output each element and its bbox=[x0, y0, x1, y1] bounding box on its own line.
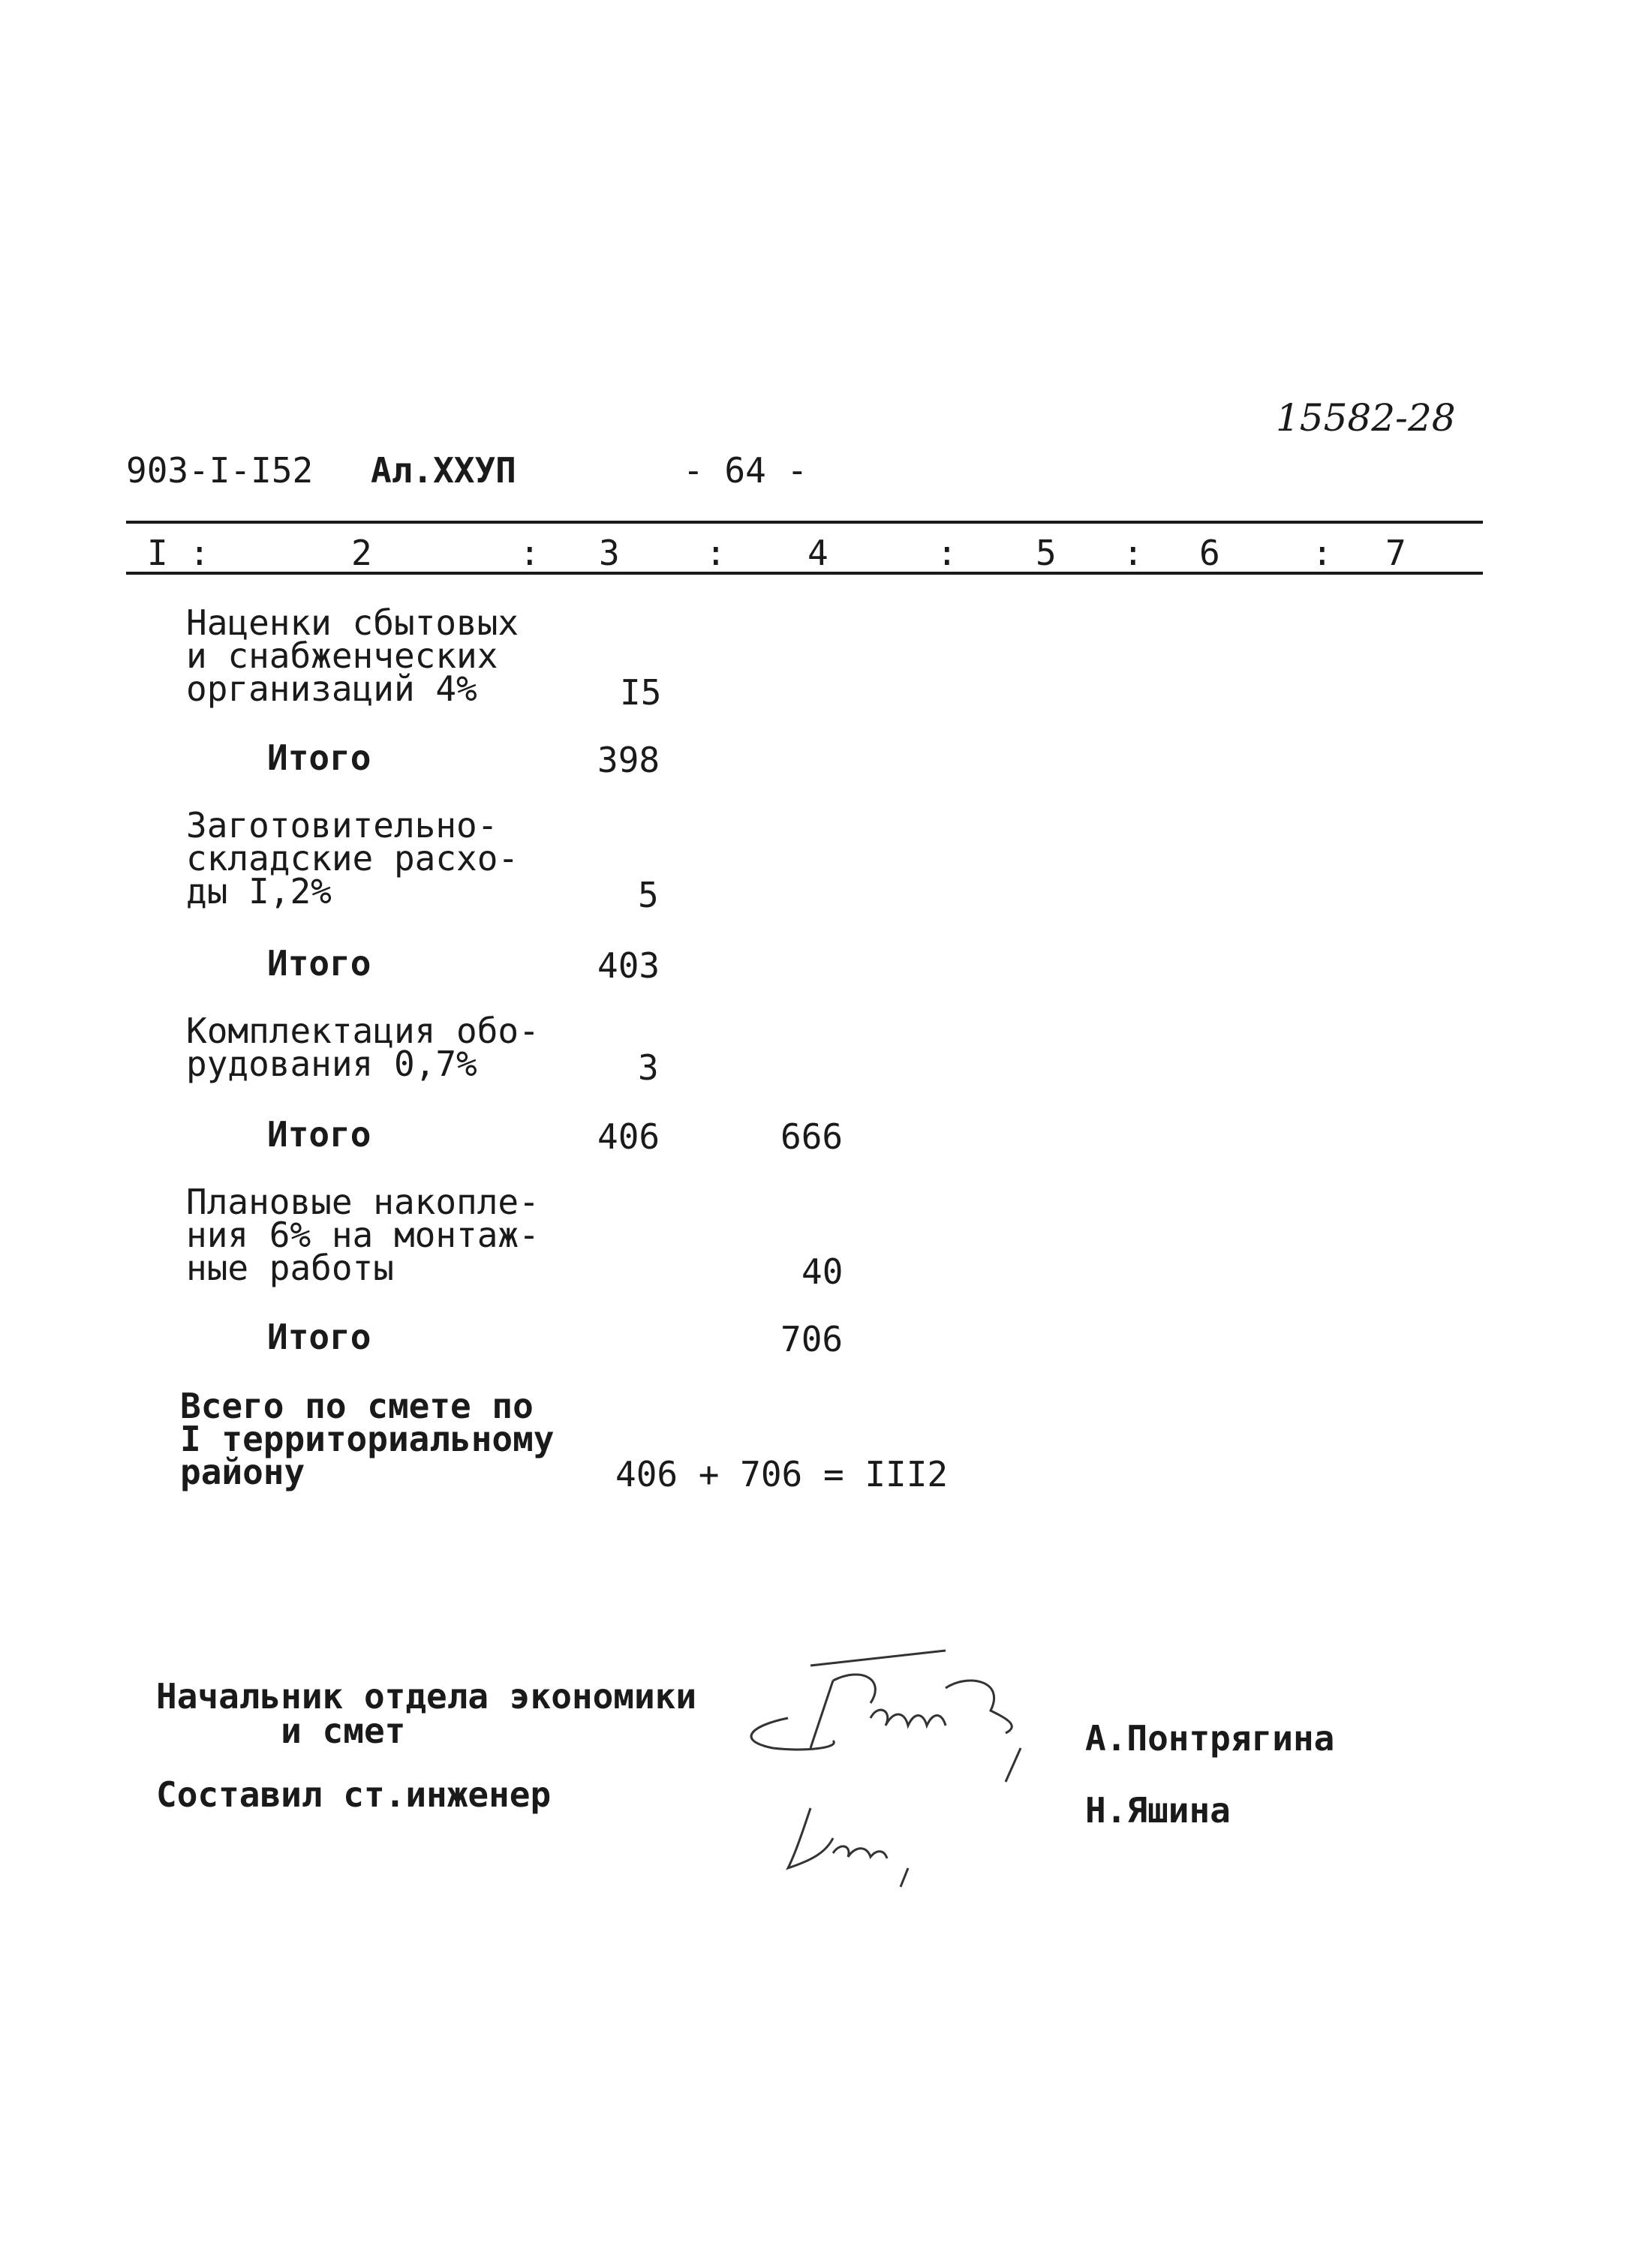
col-separator: : bbox=[705, 533, 726, 573]
col-2: 2 bbox=[351, 533, 372, 573]
col-separator: : bbox=[1123, 533, 1144, 573]
row-value-col3: 403 bbox=[597, 945, 660, 986]
signature-scribble-1 bbox=[720, 1636, 1051, 1786]
col-6: 6 bbox=[1199, 533, 1220, 573]
row-label: Итого bbox=[267, 737, 371, 778]
col-3: 3 bbox=[599, 533, 620, 573]
signature-scribble-2 bbox=[780, 1786, 961, 1891]
row-label: Итого bbox=[267, 1114, 371, 1155]
row-value-col4: 666 bbox=[780, 1116, 844, 1157]
row-label: Заготовительно- складские расхо- ды I,2% bbox=[186, 805, 519, 912]
row-value-col3: 5 bbox=[638, 875, 659, 915]
col-separator: : bbox=[1312, 533, 1333, 573]
row-value-col3: 398 bbox=[597, 740, 660, 780]
row-label: Итого bbox=[267, 943, 371, 984]
col-7: 7 bbox=[1385, 533, 1406, 573]
signature-role: Составил ст.инженер bbox=[156, 1774, 552, 1815]
row-label: Наценки сбытовых и снабженческих организаций 4% bbox=[186, 602, 519, 709]
signature-name: А.Понтрягина bbox=[1085, 1718, 1335, 1759]
row-label: Плановые накопле- ния 6% на монтаж- ные работы bbox=[186, 1182, 540, 1288]
signature-name: Н.Яшина bbox=[1085, 1790, 1231, 1831]
handwritten-doc-number: 15582-28 bbox=[1276, 396, 1456, 440]
row-label: Итого bbox=[267, 1317, 371, 1357]
page-number: - 64 - bbox=[683, 450, 808, 491]
album-label: Ал.XXУП bbox=[371, 450, 516, 491]
col-5: 5 bbox=[1036, 533, 1057, 573]
row-value-col3: I5 bbox=[620, 672, 662, 713]
row-value-col3: 3 bbox=[638, 1047, 659, 1088]
top-rule bbox=[126, 521, 1483, 524]
row-value-col4: 40 bbox=[801, 1251, 844, 1292]
row-value-col3: 406 bbox=[597, 1116, 660, 1157]
col-separator: : bbox=[189, 533, 210, 573]
col-1: I bbox=[147, 533, 168, 573]
col-separator: : bbox=[519, 533, 540, 573]
row-label: Комплектация обо- рудования 0,7% bbox=[186, 1011, 540, 1084]
total-label: Всего по смете по I территориальному району bbox=[180, 1386, 555, 1492]
col-4: 4 bbox=[807, 533, 829, 573]
row-value-col4: 706 bbox=[780, 1319, 844, 1359]
signature-role: Начальник отдела экономики и смет bbox=[156, 1676, 697, 1751]
col-separator: : bbox=[937, 533, 958, 573]
bottom-rule bbox=[126, 572, 1483, 575]
doc-code: 903-I-I52 bbox=[126, 450, 314, 491]
total-expression: 406 + 706 = III2 bbox=[615, 1454, 949, 1494]
